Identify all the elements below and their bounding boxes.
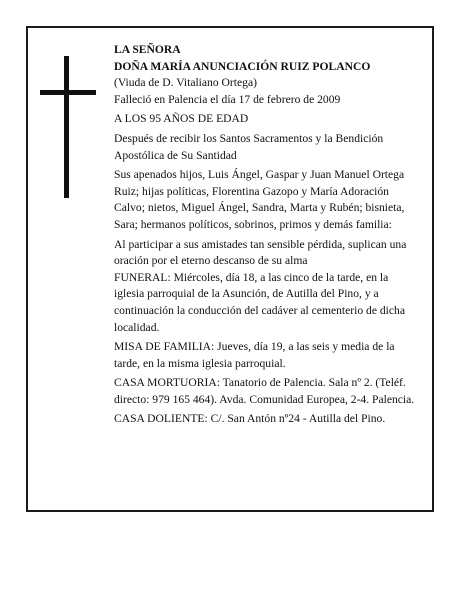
deceased-name: DOÑA MARÍA ANUNCIACIÓN RUIZ POLANCO bbox=[114, 59, 371, 73]
death-notice: Falleció en Palencia el día 17 de febrero de 2009 bbox=[114, 92, 341, 106]
age-line: A LOS 95 AÑOS DE EDAD bbox=[114, 112, 249, 126]
family-mass-info: MISA DE FAMILIA: Jueves, día 19, a las seis y media de la tarde, en la misma iglesia parroquial. bbox=[114, 340, 395, 370]
widow-of: (Viuda de D. Vitaliano Ortega) bbox=[114, 76, 257, 90]
mourning-house-info: CASA DOLIENTE: C/. San Antón nº24 - Autilla del Pino. bbox=[114, 412, 386, 426]
family-list: Sus apenados hijos, Luis Ángel, Gaspar y Juan Manuel Ortega Ruiz; hijas políticas, Florentina Gazopo y María Adoración Calvo; nietos, Miguel Ángel, Sandra, Marta y Rubén; bisnieta, Sara; hermanos políticos, sobrinos, primos y demás familia: bbox=[114, 168, 405, 231]
obituary-text bbox=[114, 42, 420, 431]
cross-icon bbox=[40, 56, 96, 198]
prayer-request: Al participar a sus amistades tan sensible pérdida, suplican una oración por el eterno descanso de su alma bbox=[114, 237, 407, 268]
obituary-title: LA SEÑORA bbox=[114, 43, 181, 56]
funeral-home-info: CASA MORTUORIA: Tanatorio de Palencia. Sala nº 2. (Teléf. directo: 979 165 464). Avda. Comunidad Europea, 2-4. Palencia. bbox=[114, 376, 415, 406]
cross-vertical-bar bbox=[64, 56, 69, 198]
cross-horizontal-bar bbox=[40, 90, 96, 95]
obituary-notice bbox=[26, 26, 434, 512]
funeral-info: FUNERAL: Miércoles, día 18, a las cinco de la tarde, en la iglesia parroquial de la Asunción, de Autilla del Pino, y a continuación la conducción del cadáver al cementerio de dicha localidad. bbox=[114, 270, 405, 334]
sacraments-line: Después de recibir los Santos Sacramentos y la Bendición Apostólica de Su Santidad bbox=[114, 131, 384, 162]
